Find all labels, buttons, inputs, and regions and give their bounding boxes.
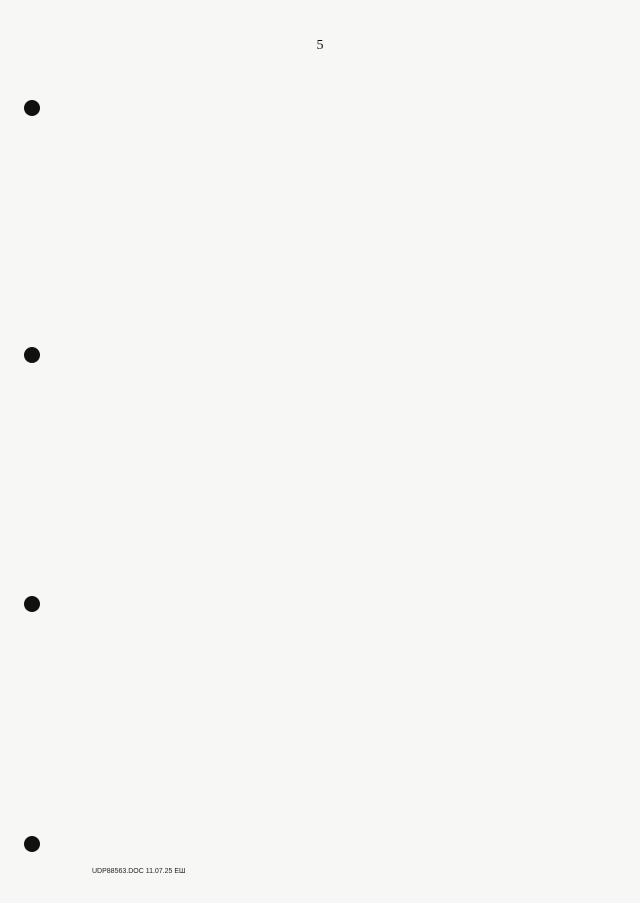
text-line: [92, 410, 598, 420]
text-line: [92, 594, 598, 604]
text-line: [92, 172, 436, 182]
text-line: [92, 336, 598, 346]
text-line: [92, 760, 598, 770]
text-line: [92, 300, 598, 310]
text-line: [92, 372, 436, 382]
footer-code: UDP88563.DOC 11.07.25 EШ: [92, 868, 186, 875]
paragraph: [92, 192, 598, 382]
text-line: [92, 98, 598, 108]
paragraph: [92, 448, 598, 494]
paragraph: [92, 852, 598, 903]
text-line: [92, 522, 598, 532]
text-line: [92, 814, 598, 824]
text-line: [134, 392, 640, 402]
paragraph: [92, 504, 598, 640]
text-line: [92, 612, 598, 622]
text-line: [134, 650, 640, 660]
paragraph: [92, 80, 598, 144]
text-line: [92, 704, 598, 714]
paragraph: [92, 392, 598, 438]
text-line: [92, 264, 598, 274]
text-line: [92, 722, 507, 732]
punch-hole: [24, 596, 40, 612]
text-line: [92, 832, 507, 842]
text-line: [92, 484, 436, 494]
text-line: [92, 210, 598, 220]
text-line: [92, 466, 598, 476]
text-line: [134, 448, 640, 458]
text-line: [134, 742, 640, 752]
punch-hole: [24, 347, 40, 363]
text-line: [134, 80, 640, 90]
text-line: [92, 428, 507, 438]
paragraph: [92, 154, 598, 182]
text-line: [92, 778, 598, 788]
page-number: 5: [316, 38, 324, 53]
punch-hole: [24, 100, 40, 116]
text-line: [92, 668, 598, 678]
text-line: [92, 558, 598, 568]
text-line: [92, 228, 598, 238]
document-body: [92, 80, 598, 903]
text-line: [92, 134, 507, 144]
text-line: [92, 540, 598, 550]
punch-hole: [24, 836, 40, 852]
text-line: [92, 630, 507, 640]
paragraph: [92, 742, 598, 842]
text-line: [92, 888, 598, 898]
text-line: [134, 504, 640, 514]
text-line: [92, 576, 598, 586]
text-line: [92, 282, 598, 292]
paragraph: [92, 650, 598, 732]
text-line: [92, 246, 598, 256]
text-line: [134, 852, 640, 862]
text-line: [92, 796, 598, 806]
text-line: [92, 354, 598, 364]
text-line: [92, 686, 598, 696]
text-line: [134, 154, 640, 164]
text-line: [134, 192, 640, 202]
text-line: [92, 318, 598, 328]
text-line: [92, 116, 598, 126]
